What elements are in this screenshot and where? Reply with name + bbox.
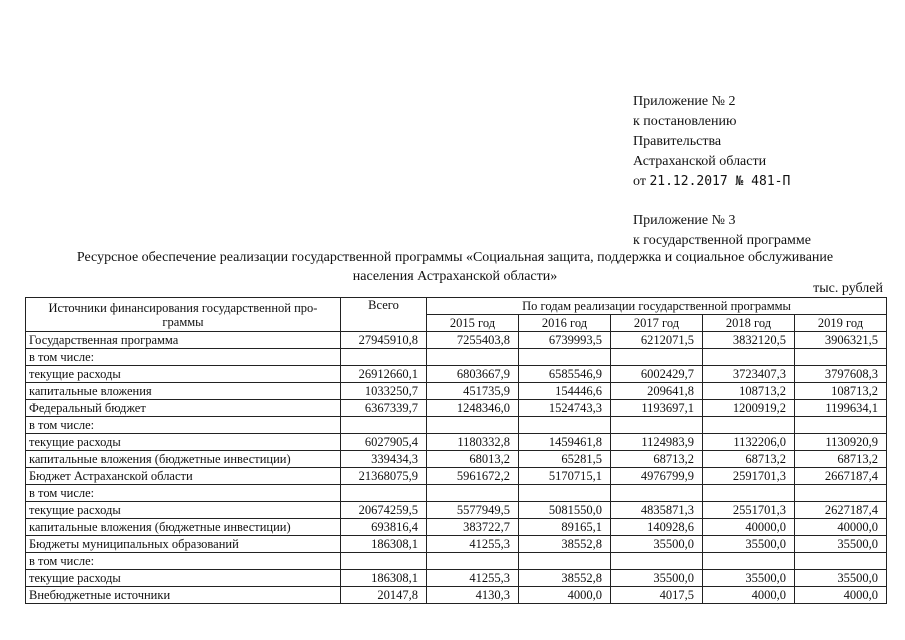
cell-year-value: 35500,0 [795,570,887,587]
cell-total: 26912660,1 [341,366,427,383]
cell-total [341,349,427,366]
cell-year-value: 35500,0 [795,536,887,553]
cell-total: 6367339,7 [341,400,427,417]
cell-year-value [519,417,611,434]
row-label: Бюджеты муниципальных образований [26,536,341,553]
cell-year-value [611,417,703,434]
column-header-year: 2015 год [427,315,519,332]
cell-year-value: 451735,9 [427,383,519,400]
table-row [26,451,887,468]
cell-year-value [795,417,887,434]
cell-year-value [427,485,519,502]
cell-year-value: 38552,8 [519,570,611,587]
appendix-line: к государственной программе [633,233,811,248]
cell-year-value: 41255,3 [427,536,519,553]
row-label: Федеральный бюджет [26,400,341,417]
table-row [26,570,887,587]
row-label: текущие расходы [26,366,341,383]
cell-year-value: 35500,0 [611,570,703,587]
cell-year-value: 1124983,9 [611,434,703,451]
table-row [26,383,887,400]
appendix-line: Приложение № 3 [633,213,736,228]
cell-year-value: 38552,8 [519,536,611,553]
appendix-line: к постановлению [633,114,737,129]
cell-year-value [703,349,795,366]
cell-total: 693816,4 [341,519,427,536]
table-row [26,434,887,451]
row-label: капитальные вложения (бюджетные инвестиции) [26,451,341,468]
cell-year-value: 4000,0 [703,587,795,604]
cell-year-value [519,485,611,502]
cell-year-value: 108713,2 [703,383,795,400]
row-label: Государственная программа [26,332,341,349]
appendix-header [633,92,811,251]
cell-year-value: 108713,2 [795,383,887,400]
cell-year-value [427,417,519,434]
column-header-year: 2019 год [795,315,887,332]
table-row [26,553,887,570]
cell-total: 339434,3 [341,451,427,468]
cell-year-value: 4835871,3 [611,502,703,519]
table-body [26,332,887,604]
date-prefix: от [633,174,646,189]
column-header-years-group: По годам реализации государственной программы [427,298,887,315]
table-row [26,536,887,553]
cell-year-value: 6739993,5 [519,332,611,349]
cell-year-value: 7255403,8 [427,332,519,349]
cell-year-value [795,553,887,570]
cell-year-value: 68713,2 [703,451,795,468]
cell-total: 1033250,7 [341,383,427,400]
row-label: Бюджет Астраханской области [26,468,341,485]
cell-total: 6027905,4 [341,434,427,451]
funding-table [25,297,887,604]
table-row [26,417,887,434]
table-row [26,519,887,536]
cell-year-value [611,553,703,570]
cell-year-value: 41255,3 [427,570,519,587]
cell-year-value: 1132206,0 [703,434,795,451]
row-label: текущие расходы [26,570,341,587]
cell-year-value [427,553,519,570]
cell-year-value: 5961672,2 [427,468,519,485]
cell-year-value: 68713,2 [795,451,887,468]
cell-year-value: 6212071,5 [611,332,703,349]
cell-year-value: 5170715,1 [519,468,611,485]
row-label: в том числе: [26,485,341,502]
cell-year-value: 3832120,5 [703,332,795,349]
row-label: капитальные вложения (бюджетные инвестиции) [26,519,341,536]
cell-year-value: 35500,0 [703,570,795,587]
cell-year-value: 4130,3 [427,587,519,604]
table-row [26,468,887,485]
resolution-date-number: 21.12.2017 № 481-П [649,174,791,189]
cell-year-value: 140928,6 [611,519,703,536]
cell-total: 21368075,9 [341,468,427,485]
cell-year-value: 1130920,9 [795,434,887,451]
cell-total: 27945910,8 [341,332,427,349]
cell-year-value: 4000,0 [795,587,887,604]
table-row [26,349,887,366]
cell-year-value: 1180332,8 [427,434,519,451]
cell-year-value: 68713,2 [611,451,703,468]
appendix-line: Астраханской области [633,154,767,169]
cell-year-value: 5577949,5 [427,502,519,519]
row-label: в том числе: [26,417,341,434]
cell-year-value: 35500,0 [703,536,795,553]
cell-year-value: 3723407,3 [703,366,795,383]
cell-total: 20147,8 [341,587,427,604]
cell-year-value: 209641,8 [611,383,703,400]
cell-year-value [427,349,519,366]
row-label: текущие расходы [26,434,341,451]
cell-year-value [519,349,611,366]
cell-year-value: 4000,0 [519,587,611,604]
cell-total [341,553,427,570]
table-row [26,587,887,604]
cell-total: 186308,1 [341,570,427,587]
cell-year-value: 2591701,3 [703,468,795,485]
cell-year-value: 5081550,0 [519,502,611,519]
cell-year-value [611,485,703,502]
cell-year-value [795,485,887,502]
cell-year-value [703,417,795,434]
row-label: в том числе: [26,349,341,366]
cell-year-value: 65281,5 [519,451,611,468]
row-label: капитальные вложения [26,383,341,400]
table-row [26,332,887,349]
cell-year-value: 1193697,1 [611,400,703,417]
cell-total [341,485,427,502]
cell-year-value [519,553,611,570]
cell-year-value: 6803667,9 [427,366,519,383]
cell-year-value: 154446,6 [519,383,611,400]
table-row [26,400,887,417]
cell-year-value: 40000,0 [795,519,887,536]
table-row [26,485,887,502]
column-header-year: 2017 год [611,315,703,332]
cell-year-value: 68013,2 [427,451,519,468]
cell-year-value [795,349,887,366]
cell-year-value: 40000,0 [703,519,795,536]
cell-year-value: 4976799,9 [611,468,703,485]
row-label: Внебюджетные источники [26,587,341,604]
cell-year-value: 35500,0 [611,536,703,553]
column-header-year: 2018 год [703,315,795,332]
appendix-line: Правительства [633,134,722,149]
resolution-date-line [633,172,811,192]
column-header-year: 2016 год [519,315,611,332]
cell-year-value [611,349,703,366]
cell-year-value [703,485,795,502]
row-label: в том числе: [26,553,341,570]
cell-total: 20674259,5 [341,502,427,519]
units-label: тыс. рублей [813,281,883,296]
cell-year-value: 1459461,8 [519,434,611,451]
table-row [26,366,887,383]
cell-year-value: 2627187,4 [795,502,887,519]
cell-total: 186308,1 [341,536,427,553]
cell-year-value: 2551701,3 [703,502,795,519]
document-title: Ресурсное обеспечение реализации государственной программы «Социальная защита, поддержка и социальное обслуживание населения Астраханской области» [76,250,834,284]
cell-year-value: 6585546,9 [519,366,611,383]
cell-year-value [703,553,795,570]
table-row [26,502,887,519]
cell-year-value: 1200919,2 [703,400,795,417]
cell-year-value: 3797608,3 [795,366,887,383]
cell-year-value: 2667187,4 [795,468,887,485]
cell-year-value: 89165,1 [519,519,611,536]
cell-year-value: 3906321,5 [795,332,887,349]
table-header-row [26,298,887,315]
column-header-source: Источники финансирования государственной про-граммы [26,298,341,332]
cell-year-value: 1248346,0 [427,400,519,417]
appendix-line: Приложение № 2 [633,94,736,109]
cell-year-value: 383722,7 [427,519,519,536]
cell-year-value: 4017,5 [611,587,703,604]
cell-year-value: 6002429,7 [611,366,703,383]
cell-year-value: 1524743,3 [519,400,611,417]
cell-total [341,417,427,434]
column-header-total: Всего [341,298,427,332]
row-label: текущие расходы [26,502,341,519]
cell-year-value: 1199634,1 [795,400,887,417]
